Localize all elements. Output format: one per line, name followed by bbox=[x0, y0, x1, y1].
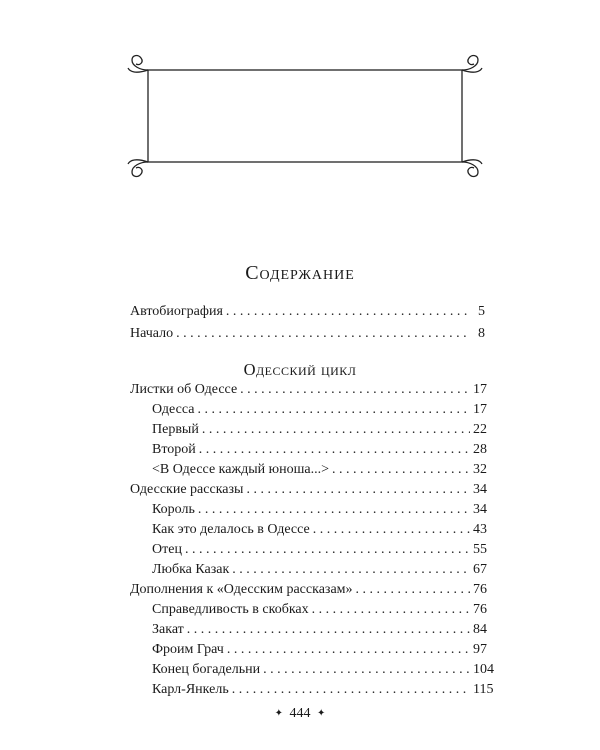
toc-entry-title: Любка Казак bbox=[152, 562, 230, 577]
dot-leader bbox=[232, 560, 470, 580]
toc-entry-title: Отец bbox=[152, 542, 182, 557]
toc-entry bbox=[130, 302, 485, 322]
page-footer bbox=[0, 706, 600, 722]
toc-entry-title: Как это делалось в Одессе bbox=[152, 522, 310, 537]
dot-leader bbox=[356, 580, 470, 600]
dot-leader bbox=[226, 302, 470, 322]
toc-subentry bbox=[152, 620, 485, 640]
dot-leader bbox=[197, 400, 470, 420]
dot-leader bbox=[263, 660, 470, 680]
dot-leader bbox=[227, 640, 470, 660]
toc-entry-title: Закат bbox=[152, 622, 184, 637]
toc-entry-title: Второй bbox=[152, 442, 196, 457]
toc-entry-title: Листки об Одессе bbox=[130, 382, 238, 397]
toc-entry bbox=[130, 480, 485, 500]
toc-entry-page: 17 bbox=[473, 402, 487, 417]
toc-entry-title: Справедливость в скобках bbox=[152, 602, 309, 617]
contents-title: Содержание bbox=[245, 262, 355, 284]
toc-entry bbox=[130, 324, 485, 344]
toc-entry-page: 97 bbox=[473, 642, 487, 657]
toc-subentry bbox=[152, 660, 494, 680]
toc-entry-page: 104 bbox=[473, 662, 494, 677]
toc-subentry bbox=[152, 460, 485, 480]
dot-leader bbox=[187, 620, 470, 640]
toc-entry bbox=[130, 580, 485, 600]
dot-leader bbox=[313, 520, 470, 540]
toc-entry-page: 32 bbox=[473, 462, 487, 477]
ornament-left-icon: ✦ bbox=[274, 708, 283, 719]
toc-entry-title: Карл-Янкель bbox=[152, 682, 229, 697]
dot-leader bbox=[185, 540, 470, 560]
page-number: 444 bbox=[289, 706, 311, 721]
toc-entry-page: 115 bbox=[473, 682, 494, 697]
dot-leader bbox=[199, 440, 470, 460]
toc-entry-page: 34 bbox=[473, 482, 487, 497]
toc-entry-title: Король bbox=[152, 502, 195, 517]
toc-entry-page: 76 bbox=[473, 602, 487, 617]
dot-leader bbox=[332, 460, 470, 480]
dot-leader bbox=[198, 500, 470, 520]
dot-leader bbox=[202, 420, 470, 440]
toc-entry-title: Автобиография bbox=[130, 304, 223, 319]
dot-leader bbox=[240, 380, 470, 400]
toc-entry-title: Первый bbox=[152, 422, 199, 437]
toc-subentry bbox=[152, 400, 485, 420]
toc-entry bbox=[130, 380, 485, 400]
toc-entry-page: 5 bbox=[478, 304, 485, 319]
toc-subentry bbox=[152, 440, 485, 460]
toc-entry-title: Дополнения к «Одесским рассказам» bbox=[130, 582, 353, 597]
decorative-frame bbox=[126, 52, 484, 180]
toc-entry-page: 8 bbox=[478, 326, 485, 341]
toc-entry-title: Одесские рассказы bbox=[130, 482, 244, 497]
toc-entry-page: 28 bbox=[473, 442, 487, 457]
section-heading: Одесский цикл bbox=[243, 360, 357, 379]
toc-entry-title: <В Одессе каждый юноша...> bbox=[152, 462, 329, 477]
toc-entry-title: Одесса bbox=[152, 402, 195, 417]
toc-entry-title: Начало bbox=[130, 326, 174, 341]
toc-entry-page: 67 bbox=[473, 562, 487, 577]
toc-subentry bbox=[152, 540, 485, 560]
toc-entry-page: 55 bbox=[473, 542, 487, 557]
dot-leader bbox=[312, 600, 470, 620]
toc-subentry bbox=[152, 500, 485, 520]
toc-entry-title: Конец богадельни bbox=[152, 662, 261, 677]
toc-subentry bbox=[152, 420, 485, 440]
toc-entry-page: 43 bbox=[473, 522, 487, 537]
toc-subentry bbox=[152, 560, 485, 580]
toc-entry-title: Фроим Грач bbox=[152, 642, 224, 657]
toc-entry-page: 84 bbox=[473, 622, 487, 637]
toc-subentry bbox=[152, 600, 485, 620]
toc-subentry bbox=[152, 520, 485, 540]
toc-subentry bbox=[152, 640, 485, 660]
dot-leader bbox=[176, 324, 470, 344]
toc-entry-page: 22 bbox=[473, 422, 487, 437]
toc-subentry bbox=[152, 680, 494, 700]
ornament-right-icon: ✦ bbox=[317, 708, 326, 719]
toc-entry-page: 17 bbox=[473, 382, 487, 397]
toc-entry-page: 34 bbox=[473, 502, 487, 517]
dot-leader bbox=[246, 480, 470, 500]
toc-entry-page: 76 bbox=[473, 582, 487, 597]
dot-leader bbox=[232, 680, 470, 700]
